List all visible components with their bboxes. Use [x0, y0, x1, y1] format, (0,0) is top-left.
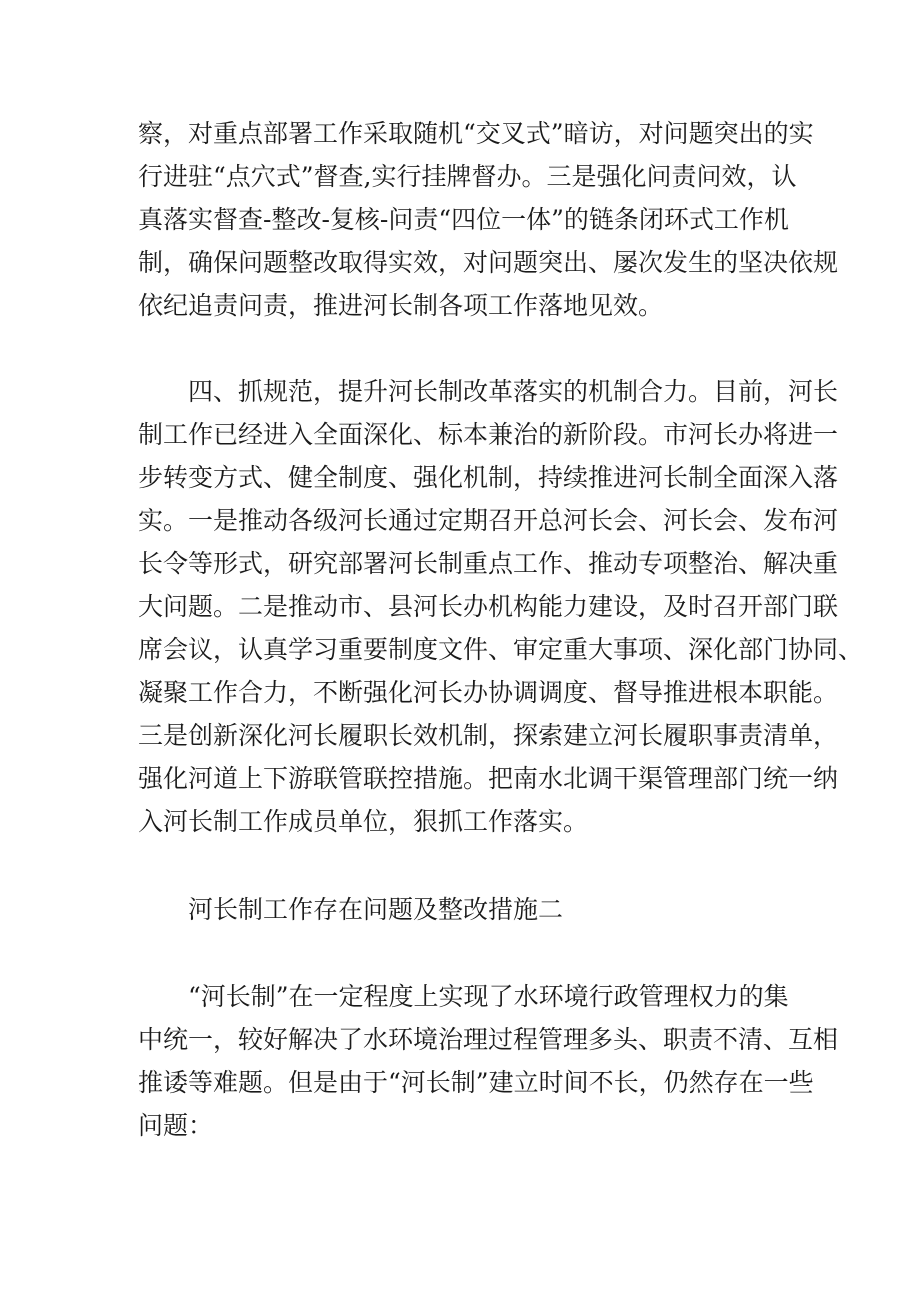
paragraph-line: 行进驻“点穴式”督查,实行挂牌督办。三是强化问责问效，认 [138, 162, 797, 191]
paragraph-line: 问题： [138, 1111, 214, 1140]
paragraph-line: 强化河道上下游联管联控措施。把南水北调干渠管理部门统一纳 [138, 764, 839, 793]
heading-text: 河长制工作存在问题及整改措施二 [188, 895, 564, 924]
paragraph-line: 中统一，较好解决了水环境治理过程管理多头、职责不清、互相 [138, 1025, 839, 1054]
paragraph-line: 察，对重点部署工作采取随机“交叉式”暗访，对问题突出的实 [138, 119, 814, 148]
paragraph-line: 长令等形式，研究部署河长制重点工作、推动专项整治、解决重 [138, 549, 839, 578]
paragraph-problems-intro [138, 975, 839, 1147]
paragraph-accountability [138, 112, 839, 327]
paragraph-line: “河长制”在一定程度上实现了水环境行政管理权力的集 [188, 982, 789, 1011]
section-heading [138, 888, 788, 931]
paragraph-line: 三是创新深化河长履职长效机制，探索建立河长履职事责清单， [138, 721, 839, 750]
paragraph-line: 推诿等难题。但是由于“河长制”建立时间不长，仍然存在一些 [138, 1068, 814, 1097]
paragraph-line: 凝聚工作合力，不断强化河长办协调调度、督导推进根本职能。 [138, 678, 839, 707]
paragraph-line: 大问题。二是推动市、县河长办机构能力建设，及时召开部门联 [138, 592, 839, 621]
paragraph-line: 依纪追责问责，推进河长制各项工作落地见效。 [138, 291, 664, 320]
paragraph-line: 入河长制工作成员单位，狠抓工作落实。 [138, 807, 589, 836]
paragraph-line: 席会议，认真学习重要制度文件、审定重大事项、深化部门协同、 [138, 635, 864, 664]
paragraph-line: 真落实督查-整改-复核-问责“四位一体”的链条闭环式工作机 [138, 205, 789, 234]
paragraph-line: 实。一是推动各级河长通过定期召开总河长会、河长会、发布河 [138, 506, 839, 535]
paragraph-standardization [138, 370, 864, 843]
paragraph-line: 步转变方式、健全制度、强化机制，持续推进河长制全面深入落 [138, 463, 839, 492]
paragraph-line: 四、抓规范，提升河长制改革落实的机制合力。目前，河长 [188, 377, 839, 406]
paragraph-line: 制，确保问题整改取得实效，对问题突出、屡次发生的坚决依规 [138, 248, 839, 277]
paragraph-line: 制工作已经进入全面深化、标本兼治的新阶段。市河长办将进一 [138, 420, 839, 449]
